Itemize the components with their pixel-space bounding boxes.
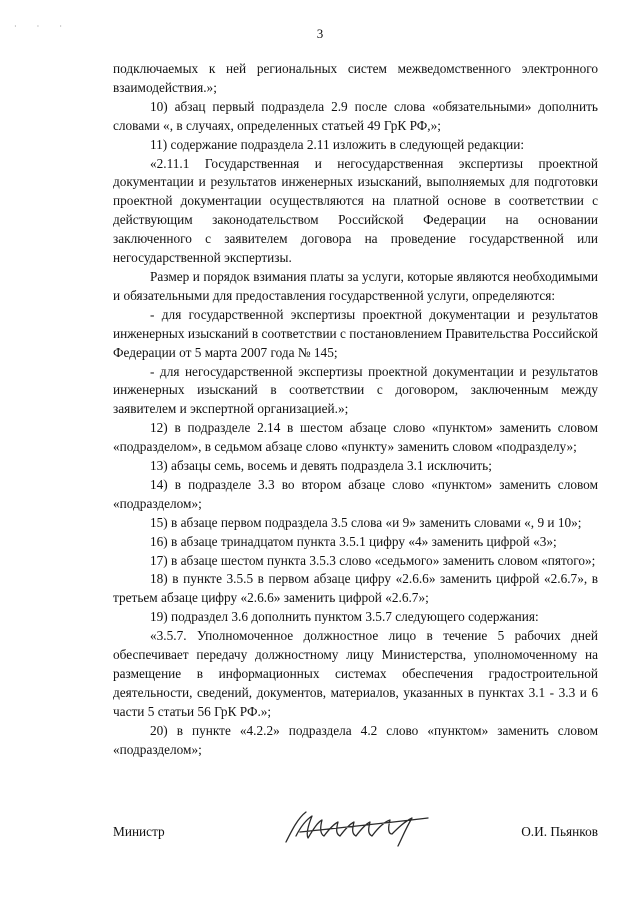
signatory-name: О.И. Пьянков [521, 824, 598, 839]
paragraph: 20) в пункте «4.2.2» подраздела 4.2 слово «пунктом» заменить словом «подразделом»; [113, 722, 598, 757]
paragraph: 19) подраздел 3.6 дополнить пунктом 3.5.7 следующего содержания: [150, 609, 539, 625]
paragraph: подключаемых к ней региональных систем межведомственного электронного взаимодействия.»; [113, 61, 598, 95]
paragraph: 17) в абзаце шестом пункта 3.5.3 слово «седьмого» заменить словом «пятого»; [150, 552, 596, 568]
signature-block [113, 806, 598, 846]
page-number: 3 [316, 26, 324, 41]
paragraph: 18) в пункте 3.5.5 в первом абзаце цифру «2.6.6» заменить цифрой «2.6.7», в третьем абзаце цифру «2.6.6» заменить цифрой «2.6.7»; [113, 571, 598, 606]
paragraph: 10) абзац первый подраздела 2.9 после слова «обязательными» дополнить словами «, в случаях, определенных статьей 49 ГрК РФ,»; [113, 98, 598, 133]
paragraph: 12) в подразделе 2.14 в шестом абзаце слово «пунктом» заменить словом «подразделом», в седьмом абзаце слово «пункту» заменить словом «подразделу»; [113, 420, 598, 455]
paragraph: - для негосударственной экспертизы проектной документации и результатов инженерных изысканий в соответствии с договором, заключенным между заявителем и экспертной организацией.»; [113, 363, 598, 417]
paragraph: 14) в подразделе 3.3 во втором абзаце слово «пунктом» заменить словом «подразделом»; [113, 476, 598, 511]
corner-marks: · · · [14, 22, 71, 31]
paragraph: «2.11.1 Государственная и негосударственная экспертизы проектной документации и результатов инженерных изысканий, выполняемых для подготовки проектной документации осуществляются на платной основе в соответствии с действующим законодательством Российской Федерации на основании заключенного с заявителем договора на проведение государственной или негосударственной экспертизы. [113, 155, 598, 266]
document-body [113, 60, 598, 760]
handwritten-signature [278, 806, 438, 848]
paragraph: «3.5.7. Уполномоченное должностное лицо в течение 5 рабочих дней обеспечивает передачу должностному лицу Министерства, уполномоченному на размещение в информационных системах обеспечения градостроительной деятельности, сведений, документов, материалов, указанных в пунктах 3.1 - 3.3 и 6 части 5 статьи 56 ГрК РФ.»; [113, 628, 598, 719]
paragraph: - для государственной экспертизы проектной документации и результатов инженерных изысканий в соответствии с постановлением Правительства Российской Федерации от 5 марта 2007 года № 145; [113, 306, 598, 360]
paragraph: 13) абзацы семь, восемь и девять подраздела 3.1 исключить; [150, 458, 492, 474]
paragraph: 16) в абзаце тринадцатом пункта 3.5.1 цифру «4» заменить цифрой «3»; [150, 533, 557, 549]
paragraph: 15) в абзаце первом подраздела 3.5 слова «и 9» заменить словами «, 9 и 10»; [150, 514, 582, 530]
signatory-role: Министр [113, 824, 165, 839]
paragraph: 11) содержание подраздела 2.11 изложить в следующей редакции: [150, 136, 525, 152]
paragraph: Размер и порядок взимания платы за услуги, которые являются необходимыми и обязательными для предоставления государственной услуги, определяются: [113, 268, 598, 303]
